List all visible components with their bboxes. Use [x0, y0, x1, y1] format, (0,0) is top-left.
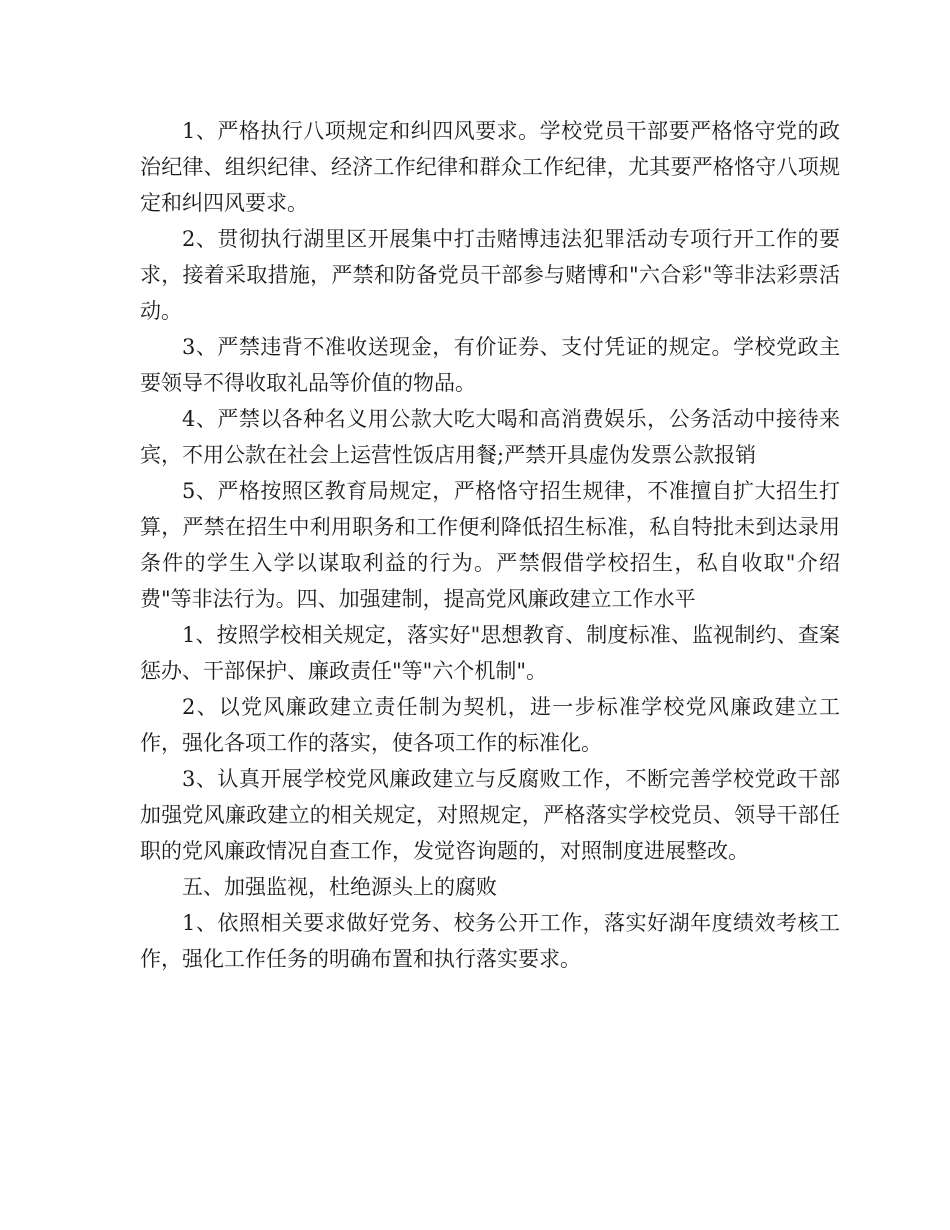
document-body: [140, 113, 840, 977]
paragraph-rule-3: 3、严禁违背不准收送现金，有价证券、支付凭证的规定。学校党政主要领导不得收取礼品等价值的物品。: [140, 335, 840, 395]
paragraph-rule-2: 2、贯彻执行湖里区开展集中打击赌博违法犯罪活动专项行开工作的要求，接着采取措施，严禁和防备党员干部参与赌博和"六合彩"等非法彩票活动。: [140, 227, 840, 323]
paragraph-section5-item-1: 1、依照相关要求做好党务、校务公开工作，落实好湖年度绩效考核工作，强化工作任务的明确布置和执行落实要求。: [140, 911, 840, 971]
paragraph-section4-item-1: 1、按照学校相关规定，落实好"思想教育、制度标准、监视制约、查案惩办、干部保护、廉政责任"等"六个机制"。: [140, 623, 840, 683]
paragraph-section4-item-3: 3、认真开展学校党风廉政建立与反腐败工作，不断完善学校党政干部加强党风廉政建立的相关规定，对照规定，严格落实学校党员、领导干部任职的党风廉政情况自查工作，发觉咨询题的，对照制度进展整改。: [140, 767, 840, 863]
paragraph-rule-4: 4、严禁以各种名义用公款大吃大喝和高消费娱乐，公务活动中接待来宾，不用公款在社会上运营性饭店用餐;严禁开具虚伪发票公款报销: [140, 407, 840, 467]
section-heading-5: 五、加强监视，杜绝源头上的腐败: [182, 875, 497, 899]
paragraph-rule-5: 5、严格按照区教育局规定，严格恪守招生规律，不准擅自扩大招生打算，严禁在招生中利用职务和工作便利降低招生标准，私自特批未到达录用条件的学生入学以谋取利益的行为。严禁假借学校招生，私自收取"介绍费"等非法行为。四、加强建制，提高党风廉政建立工作水平: [140, 479, 840, 611]
paragraph-section4-item-2: 2、以党风廉政建立责任制为契机，进一步标准学校党风廉政建立工作，强化各项工作的落实，使各项工作的标准化。: [140, 695, 840, 755]
paragraph-rule-1: 1、严格执行八项规定和纠四风要求。学校党员干部要严格恪守党的政治纪律、组织纪律、经济工作纪律和群众工作纪律，尤其要严格恪守八项规定和纠四风要求。: [140, 119, 840, 215]
